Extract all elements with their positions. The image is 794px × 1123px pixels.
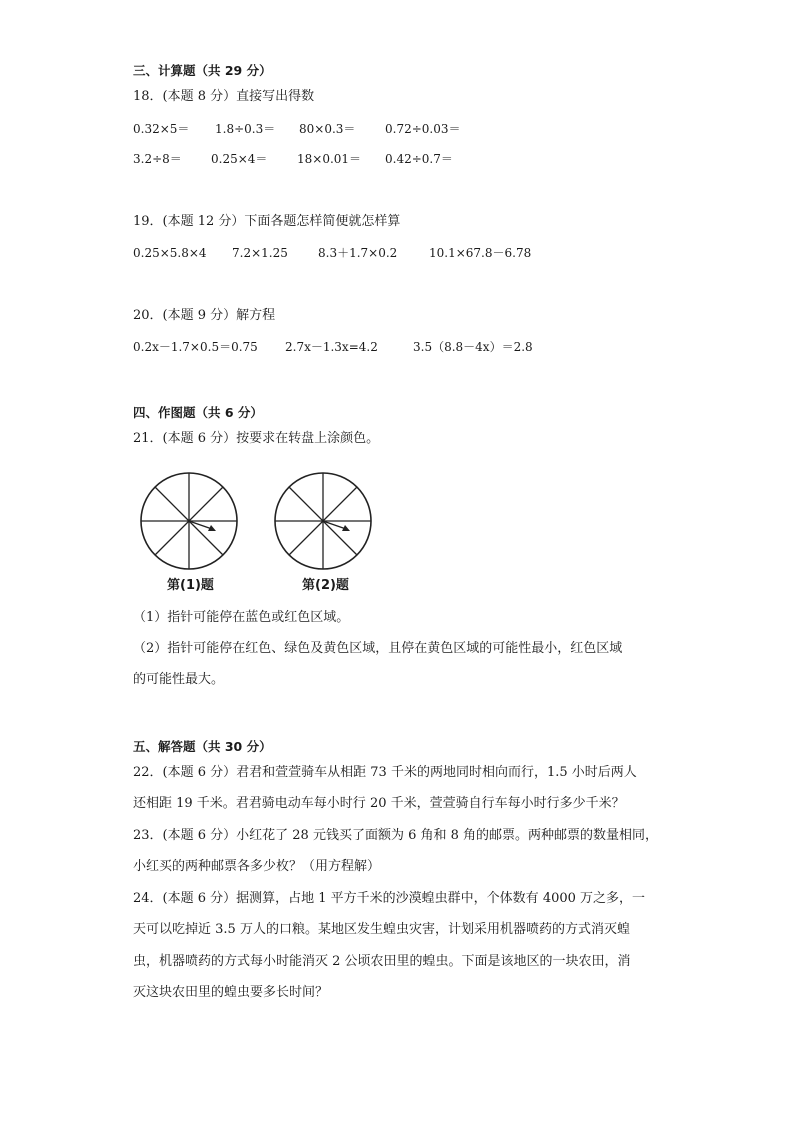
spinner-1-caption: 第(1)题 (167, 578, 214, 593)
q18-item: 0.32×5＝ (133, 122, 190, 136)
question-20-title: 20．(本题 9 分）解方程 (133, 308, 276, 323)
q21-part-2-line-1: （2）指针可能停在红色、绿色及黄色区域，且停在黄色区域的可能性最小，红色区域 (133, 641, 623, 656)
q19-item: 7.2×1.25 (232, 246, 288, 260)
question-23-line: 小红买的两种邮票各多少枚？（用方程解） (133, 859, 381, 874)
q18-item: 1.8÷0.3＝ (215, 122, 276, 136)
question-22-line: 还相距 19 千米。君君骑电动车每小时行 20 千米，萱萱骑自行车每小时行多少千米？ (133, 796, 625, 811)
question-24-line: 虫，机器喷药的方式每小时能消灭 2 公顷农田里的蝗虫。下面是该地区的一块农田，消 (133, 954, 631, 969)
q19-item: 0.25×5.8×4 (133, 246, 207, 260)
spinner-2 (272, 470, 374, 572)
q19-item: 8.3＋1.7×0.2 (318, 246, 398, 260)
question-23-line: 23．(本题 6 分）小红花了 28 元钱买了面额为 6 角和 8 角的邮票。两种邮票的数量相同， (133, 828, 659, 843)
section-4-heading: 四、作图题（共 6 分） (133, 405, 263, 420)
q18-item: 0.72÷0.03＝ (385, 122, 461, 136)
question-22-line: 22．(本题 6 分）君君和萱萱骑车从相距 73 千米的两地同时相向而行，1.5 小时后两人 (133, 765, 637, 780)
q20-item: 0.2x－1.7×0.5＝0.75 (133, 340, 258, 354)
q18-item: 3.2÷8＝ (133, 152, 182, 166)
question-19-title: 19．(本题 12 分）下面各题怎样简便就怎样算 (133, 214, 401, 229)
question-24-line: 天可以吃掉近 3.5 万人的口粮。某地区发生蝗虫灾害，计划采用机器喷药的方式消灭蝗 (133, 922, 630, 937)
section-5-heading: 五、解答题（共 30 分） (133, 739, 272, 754)
q18-item: 0.25×4＝ (211, 152, 268, 166)
section-3-heading: 三、计算题（共 29 分） (133, 63, 272, 78)
q20-item: 3.5（8.8－4x）＝2.8 (413, 340, 533, 354)
q21-part-1: （1）指针可能停在蓝色或红色区域。 (133, 610, 350, 625)
question-24-line: 灭这块农田里的蝗虫要多长时间？ (133, 985, 329, 1000)
q18-item: 80×0.3＝ (299, 122, 356, 136)
spinner-2-caption: 第(2)题 (302, 578, 349, 593)
q21-part-2-line-2: 的可能性最大。 (133, 672, 225, 687)
q19-item: 10.1×67.8－6.78 (429, 246, 532, 260)
spinner-1 (138, 470, 240, 572)
question-18-title: 18．(本题 8 分）直接写出得数 (133, 89, 315, 104)
q20-item: 2.7x－1.3x=4.2 (285, 340, 378, 354)
question-21-title: 21．(本题 6 分）按要求在转盘上涂颜色。 (133, 431, 380, 446)
q18-item: 0.42÷0.7＝ (385, 152, 453, 166)
q18-item: 18×0.01＝ (297, 152, 362, 166)
question-24-line: 24．(本题 6 分）据测算，占地 1 平方千米的沙漠蝗虫群中，个体数有 4000 万之多，一 (133, 891, 646, 906)
